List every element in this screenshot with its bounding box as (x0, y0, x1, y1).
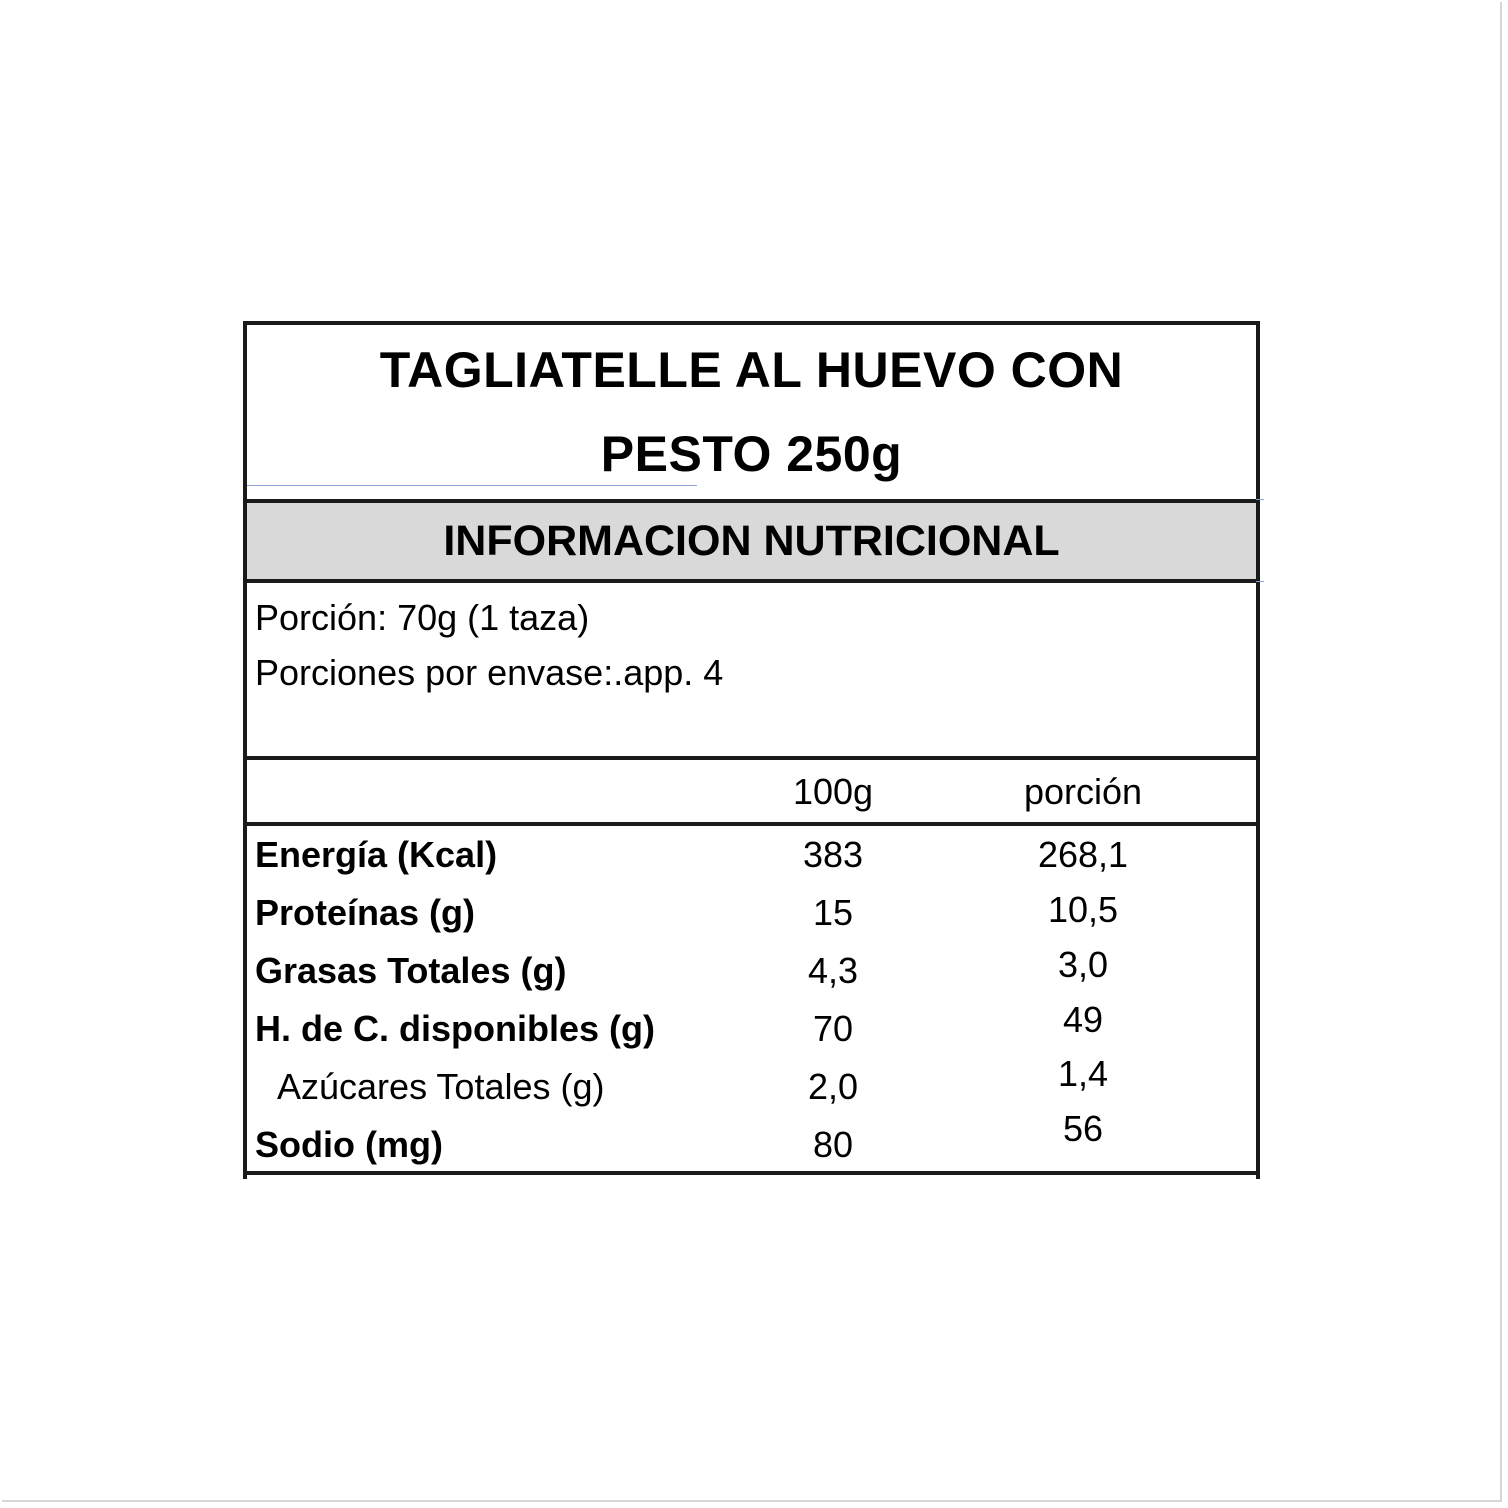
value-100g: 80 (812, 1124, 854, 1165)
value-portion: 1,4 (1057, 1053, 1109, 1094)
serving-info (247, 583, 1256, 760)
cell-guide-line (1256, 499, 1264, 500)
product-title-line-1: TAGLIATELLE AL HUEVO CON (379, 342, 1124, 398)
value-portion: 49 (1062, 999, 1104, 1040)
nutrient-label: Grasas Totales (g) (255, 950, 567, 991)
nutrient-label: Proteínas (g) (255, 892, 476, 933)
value-100g: 4,3 (807, 950, 859, 991)
cell-guide-line (1256, 581, 1264, 582)
value-portion: 268,1 (1037, 834, 1129, 875)
nutrient-label: Energía (Kcal) (255, 834, 498, 875)
column-header-portion: porción (1023, 771, 1143, 812)
value-100g: 15 (812, 892, 854, 933)
nutrient-label: H. de C. disponibles (g) (255, 1008, 656, 1049)
portion-size: Porción: 70g (1 taza) (255, 597, 590, 638)
nutrient-label: Azúcares Totales (g) (277, 1066, 605, 1107)
value-100g: 2,0 (807, 1066, 859, 1107)
portions-per-package: Porciones por envase:.app. 4 (255, 652, 724, 693)
nutrient-label: Sodio (mg) (255, 1124, 443, 1165)
column-header-100g: 100g (792, 771, 874, 812)
value-portion: 56 (1062, 1108, 1104, 1149)
nutrition-label (243, 321, 1260, 1179)
cell-guide-line (247, 485, 697, 486)
section-header: INFORMACION NUTRICIONAL (247, 503, 1256, 583)
column-headers (247, 760, 1256, 826)
table-bottom-rule (243, 1171, 1260, 1175)
value-100g: 70 (812, 1008, 854, 1049)
product-title-line-2: PESTO 250g (600, 426, 903, 482)
value-100g: 383 (802, 834, 864, 875)
nutrient-table (247, 826, 1256, 1179)
value-portion: 3,0 (1057, 944, 1109, 985)
product-title (247, 325, 1256, 503)
value-portion: 10,5 (1047, 889, 1119, 930)
